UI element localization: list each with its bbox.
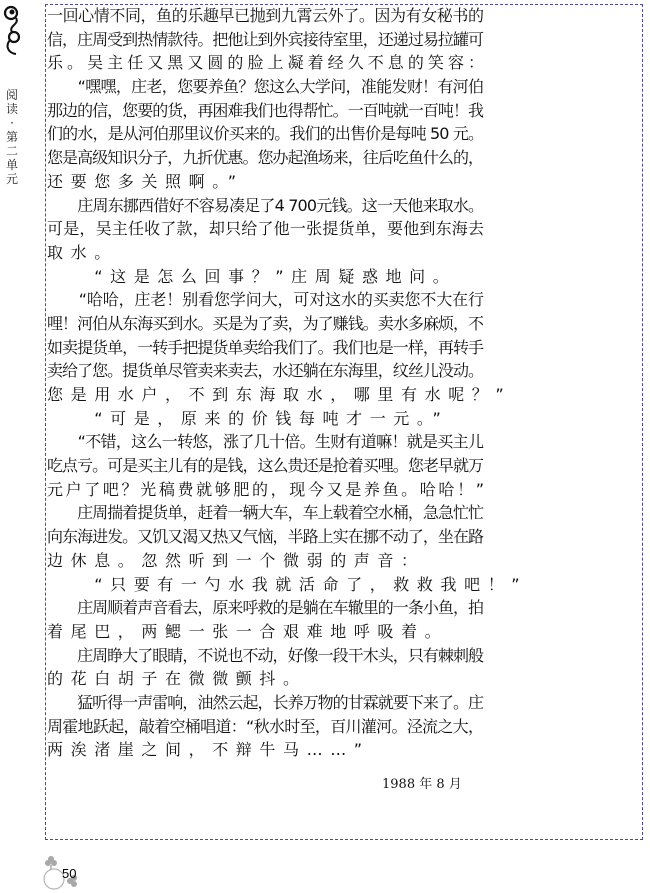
- text-line: 您是高级知识分子，九折优惠。您办起渔场来，往后吃鱼什么的，: [47, 148, 484, 168]
- swirl-ornament-icon: [2, 4, 24, 56]
- text-line: 的花白胡子在微微颤抖。: [47, 669, 307, 689]
- text-line: 卖给了您。提货单尽管卖来卖去，水还躺在东海里，纹丝儿没动。: [47, 361, 484, 381]
- text-line: 庄周揣着提货单，赶着一辆大车，车上载着空水桶，急急忙忙: [47, 503, 484, 523]
- section-label-char: 第: [5, 130, 18, 144]
- text-line: 周霍地跃起，敲着空桶唱道：“秋水时至，百川灌河。泾流之大，: [47, 716, 484, 736]
- text-line: 两涘渚崖之间，不辩牛马……”: [47, 740, 370, 760]
- section-label-char: 元: [5, 172, 18, 186]
- text-line: 那边的信，您要的货，再困难我们也得帮忙。一百吨就一百吨！我: [47, 100, 484, 120]
- text-line: 哩！河伯从东海买到水。买是为了卖，为了赚钱。卖水多麻烦，不: [47, 313, 484, 333]
- page-number: 50: [62, 866, 77, 881]
- story-body: [47, 4, 528, 762]
- text-line: 庄周东挪西借好不容易凑足了4 700元钱。这一天他来取水。: [47, 195, 484, 215]
- section-label-char: ·: [10, 116, 14, 130]
- section-label-char: 二: [5, 144, 18, 158]
- text-line: 取水。: [47, 242, 118, 262]
- story-date: 1988 年 8 月: [382, 777, 462, 792]
- page-footer: [40, 855, 90, 891]
- text-line: 庄周顺着声音看去，原来呼救的是躺在车辙里的一条小鱼，拍: [47, 598, 484, 618]
- section-label-char: 单: [5, 158, 18, 172]
- text-line: 边休息。忽然听到一个微弱的声音：: [47, 550, 425, 570]
- text-line: “可是，原来的价钱每吨才一元。”: [47, 408, 449, 428]
- text-line: 如卖提货单，一转手把提货单卖给我们了。我们也是一样，再转手: [47, 337, 484, 357]
- text-line: 向东海进发。又饥又渴又热又气恼，半路上实在挪不动了，坐在路: [47, 527, 484, 547]
- text-line: “哈哈，庄老！别看您学问大，可对这水的买卖您不大在行: [47, 290, 484, 310]
- text-line: 们的水，是从河伯那里议价买来的。我们的出售价是每吨 50 元。: [47, 124, 484, 144]
- text-line: 还要您多关照啊。”: [47, 171, 244, 191]
- text-line: “不错，这么一转悠，涨了几十倍。生财有道嘛！就是买主儿: [47, 432, 484, 452]
- text-line: “只要有一勺水我就活命了，救救我吧！”: [47, 574, 528, 594]
- text-line: 信，庄周受到热情款待。把他让到外宾接待室里，还递过易拉罐可: [47, 29, 484, 49]
- text-line: 元户了吧？光稿费就够肥的，现今又是养鱼。哈哈！”: [47, 479, 487, 499]
- text-line: 着尾巴，两鳃一张一合艰难地呼吸着。: [47, 621, 449, 641]
- section-label-char: 阅: [5, 88, 18, 102]
- text-line: 可是，吴主任收了款，却只给了他一张提货单，要他到东海去: [47, 219, 485, 239]
- text-line: 乐。吴主任又黑又圆的脸上凝着经久不息的笑容：: [47, 53, 489, 73]
- section-label: [4, 88, 20, 186]
- text-line: 猛听得一声雷响，油然云起，长养万物的甘霖就要下来了。庄: [47, 692, 484, 712]
- text-line: 庄周睁大了眼睛，不说也不动，好像一段干木头，只有棘刺般: [47, 645, 484, 665]
- text-line: “嘿嘿，庄老，您要养鱼？您这么大学问，准能发财！有河伯: [47, 77, 484, 97]
- text-line: 一回心情不同，鱼的乐趣早已抛到九霄云外了。因为有女秘书的: [47, 6, 484, 25]
- text-line: “这是怎么回事？”庄周疑惑地问。: [47, 266, 457, 286]
- text-line: 吃点亏。可是买主儿有的是钱，这么贵还是抢着买哩。您老早就万: [47, 456, 484, 476]
- section-label-char: 读: [5, 102, 18, 116]
- text-line: 您是用水户，不到东海取水，哪里有水呢？”: [47, 385, 512, 404]
